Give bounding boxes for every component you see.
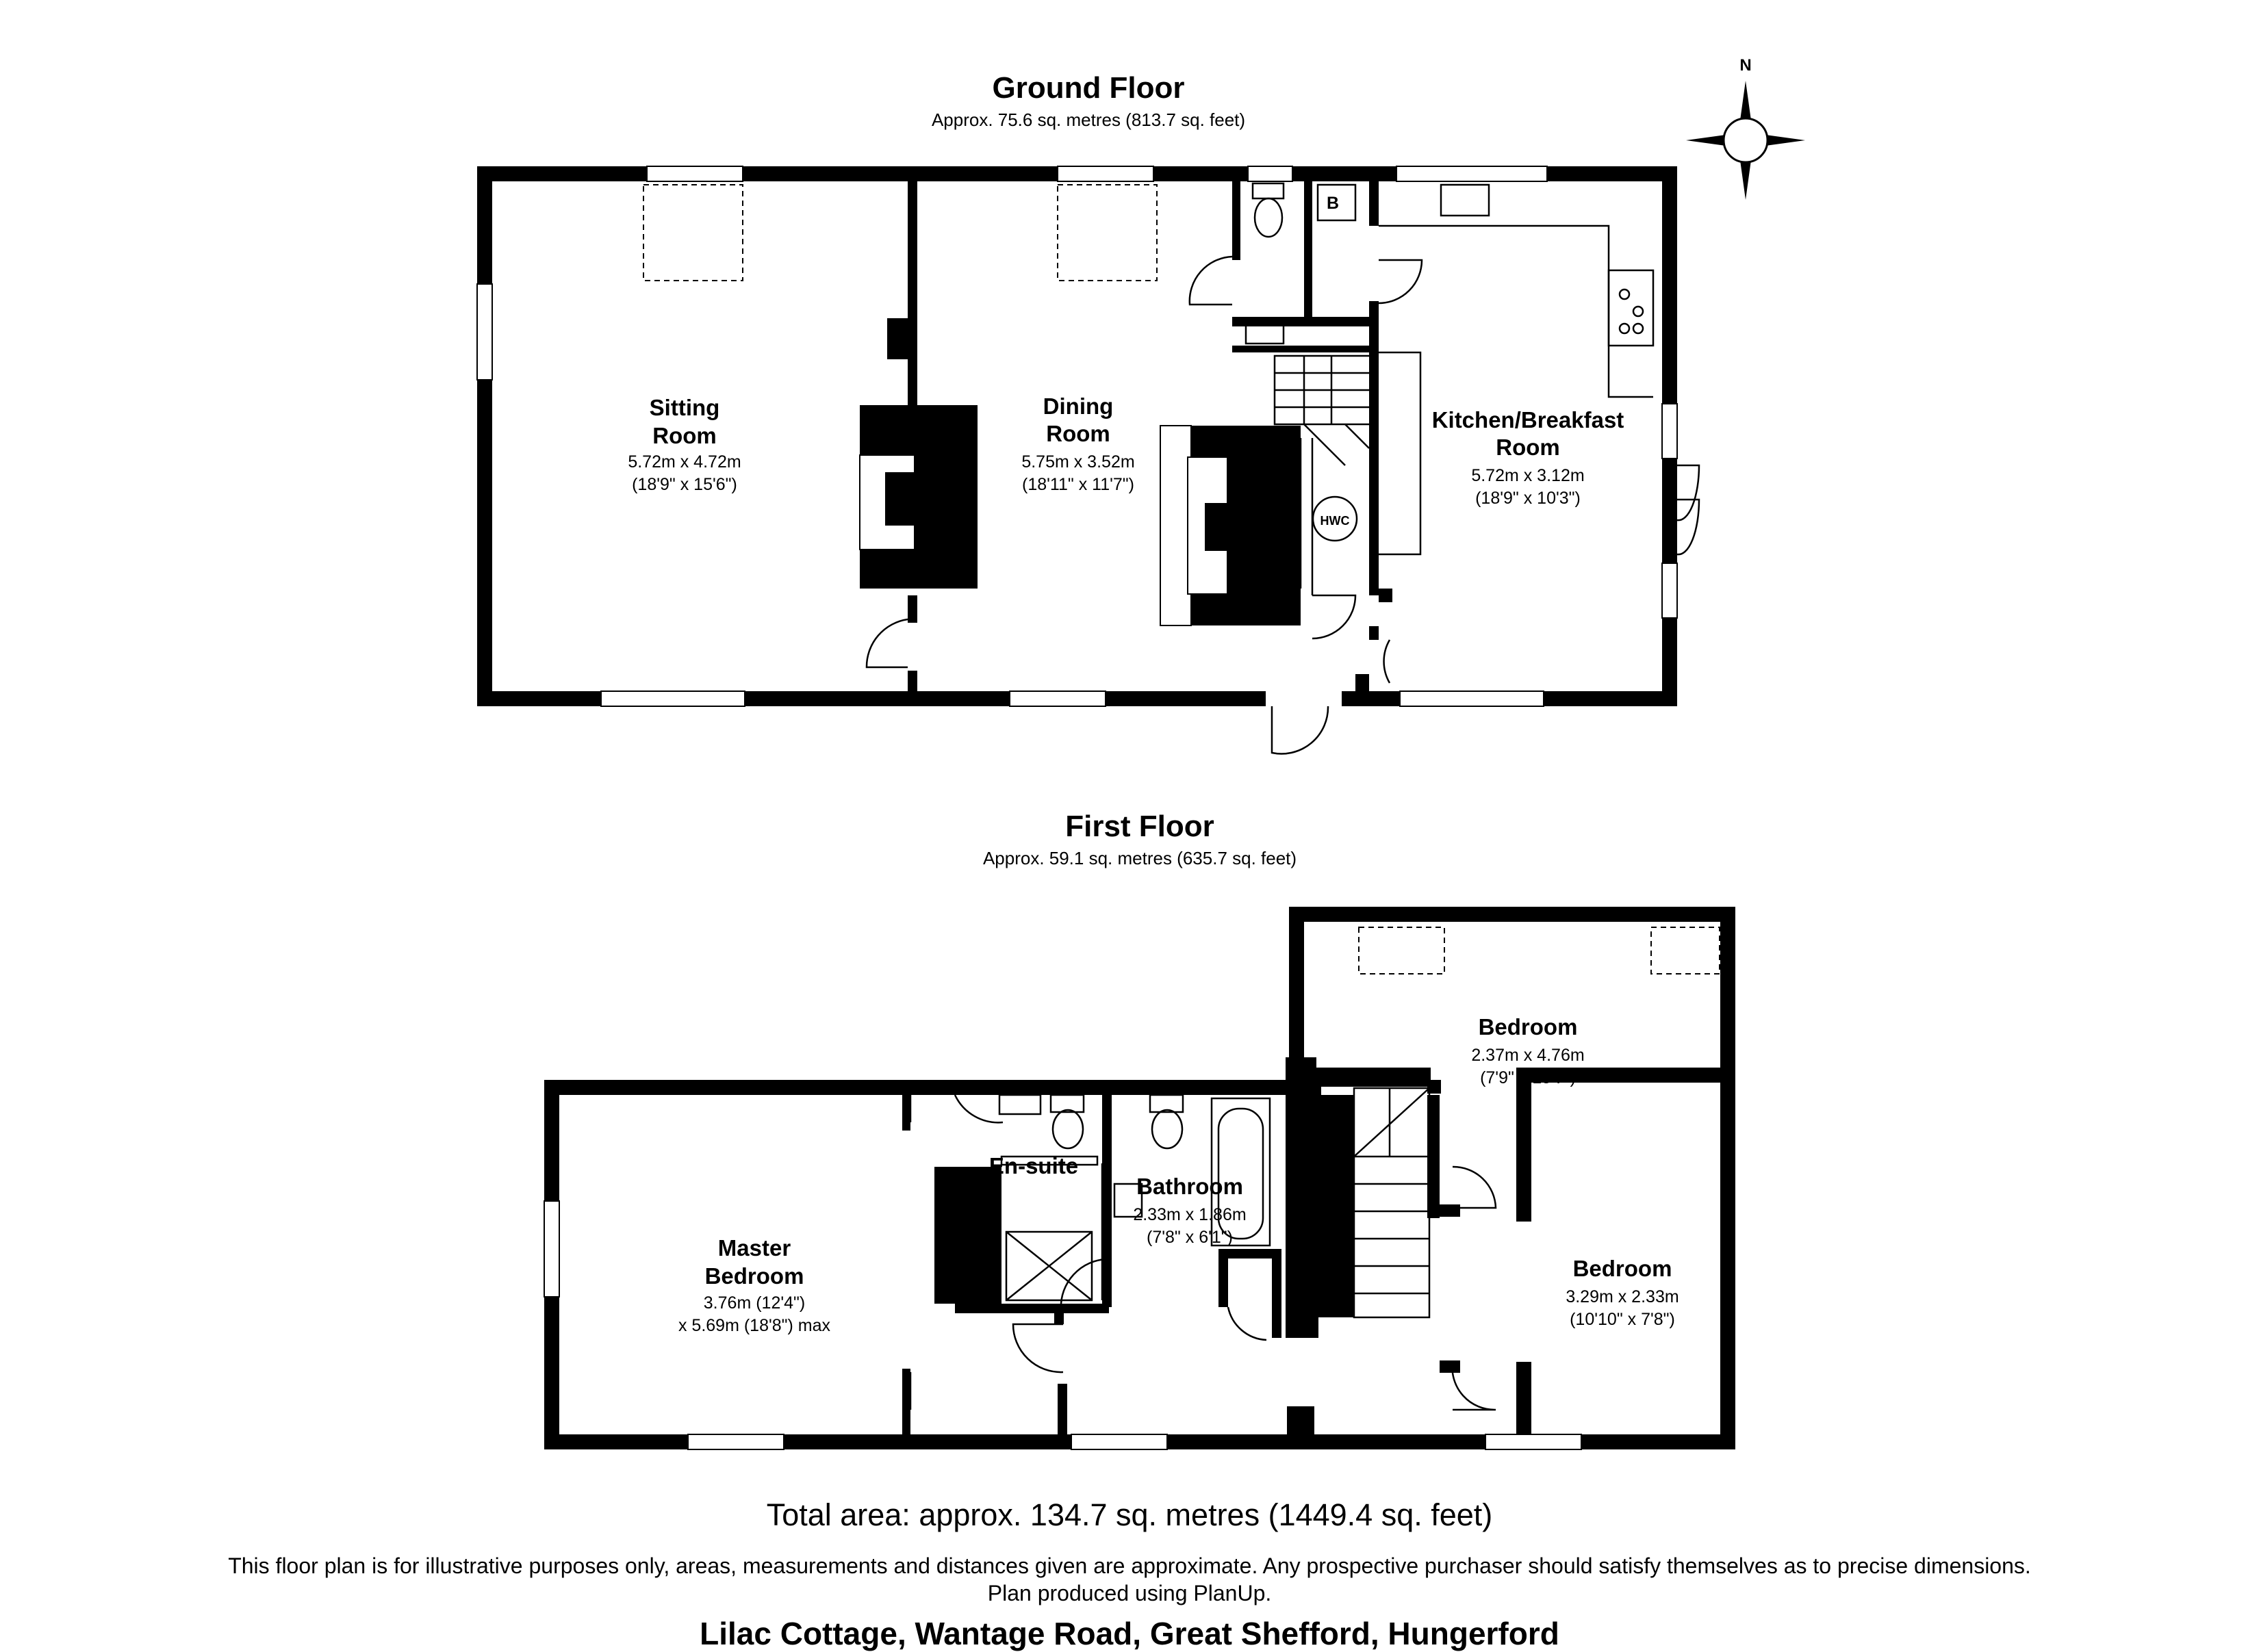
dining-room-imperial: (18'11" x 11'7") — [1022, 475, 1134, 494]
first-floor — [544, 810, 1735, 1449]
bathroom-imperial: (7'8" x 6'1") — [1147, 1228, 1233, 1247]
bedroom3-metric: 3.29m x 2.33m — [1566, 1287, 1679, 1306]
hwc-label: HWC — [1320, 514, 1350, 528]
bedroom2-imperial: (7'9" x 15'7") — [1480, 1068, 1576, 1087]
sitting-room-metric: 5.72m x 4.72m — [628, 452, 741, 472]
room-label-kitchen — [1432, 407, 1624, 508]
sitting-room-name-line1: Sitting — [649, 395, 720, 420]
ground-floor-title: Ground Floor — [992, 71, 1185, 105]
disclaimer — [0, 1552, 2259, 1607]
sitting-room-imperial: (18'9" x 15'6") — [632, 475, 737, 494]
master-bedroom-dim2: x 5.69m (18'8") max — [678, 1316, 831, 1335]
master-bedroom-name-line2: Bedroom — [704, 1263, 804, 1289]
kitchen-name-line1: Kitchen/Breakfast — [1431, 407, 1624, 433]
kitchen-metric: 5.72m x 3.12m — [1471, 466, 1585, 485]
kitchen-name-line2: Room — [1496, 435, 1560, 460]
master-bedroom-dim1: 3.76m (12'4") — [703, 1293, 806, 1313]
room-label-sitting-room — [628, 395, 741, 494]
room-label-bedroom-3 — [1566, 1256, 1679, 1329]
room-label-dining-room — [1021, 393, 1134, 494]
property-address: Lilac Cottage, Wantage Road, Great Shefford, Hungerford — [700, 1616, 1559, 1651]
ground-floor-area: Approx. 75.6 sq. metres (813.7 sq. feet) — [931, 109, 1246, 130]
disclaimer-line-1: This floor plan is for illustrative purposes only, areas, measurements and distances given are approximate. Any prospective purchaser should satisfy themselves as to precise dimensions. — [228, 1553, 2031, 1578]
disclaimer-line-2: Plan produced using PlanUp. — [987, 1581, 1272, 1605]
dining-room-metric: 5.75m x 3.52m — [1021, 452, 1135, 472]
sitting-room-name-line2: Room — [652, 423, 717, 448]
room-label-bathroom — [1133, 1174, 1246, 1247]
dining-room-name-line2: Room — [1046, 421, 1110, 446]
room-label-bedroom-2 — [1471, 1014, 1584, 1087]
first-stairs — [1354, 1088, 1429, 1317]
bathroom-metric: 2.33m x 1.86m — [1133, 1205, 1247, 1224]
bedroom3-imperial: (10'10" x 7'8") — [1570, 1310, 1675, 1329]
ensuite-name: En-suite — [988, 1153, 1079, 1178]
master-bedroom-name-line1: Master — [717, 1235, 791, 1261]
bedroom3-name: Bedroom — [1572, 1256, 1672, 1281]
ground-rooflights — [643, 185, 1157, 281]
compass-icon — [1686, 56, 1805, 200]
first-floor-title: First Floor — [1065, 810, 1214, 843]
ground-floor — [477, 71, 1699, 753]
room-label-master-bedroom — [678, 1235, 831, 1335]
compass-north-label: N — [1739, 56, 1752, 75]
boiler-label: B — [1326, 194, 1340, 213]
first-floor-area: Approx. 59.1 sq. metres (635.7 sq. feet) — [982, 848, 1297, 868]
kitchen-imperial: (18'9" x 10'3") — [1475, 489, 1581, 508]
bedroom2-metric: 2.37m x 4.76m — [1471, 1046, 1585, 1065]
bathroom-name: Bathroom — [1136, 1174, 1243, 1199]
bedroom2-name: Bedroom — [1478, 1014, 1578, 1040]
total-area: Total area: approx. 134.7 sq. metres (1449.4 sq. feet) — [766, 1497, 1493, 1532]
dining-room-name-line1: Dining — [1043, 393, 1114, 419]
first-rooflights — [1359, 927, 1720, 974]
